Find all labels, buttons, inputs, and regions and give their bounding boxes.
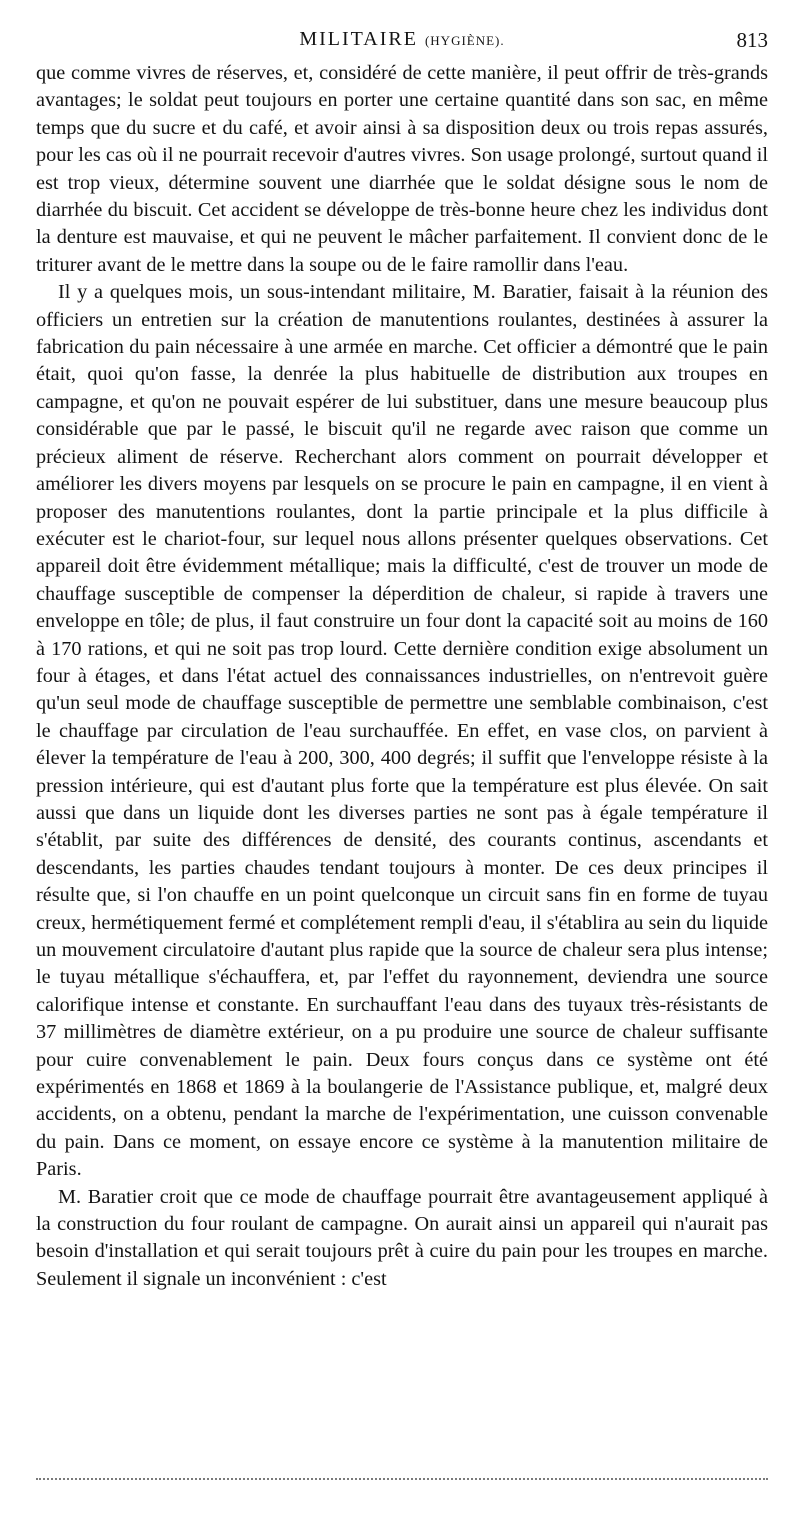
- running-title-main: MILITAIRE: [299, 28, 418, 50]
- footer-rule: [36, 1478, 768, 1480]
- paragraph-3: M. Baratier croit que ce mode de chauffage pourrait être avantageusement appliqué à la construction du four roulant de campagne. On aurait ainsi un appareil qui n'aurait pas besoin d'installation et qui serait toujours prêt à cuire du pain pour les troupes en marche. Seulement il signale un inconvénient : c'est: [36, 1185, 768, 1290]
- page-number: 813: [736, 28, 768, 52]
- running-title-subtitle: (HYGIÈNE).: [424, 33, 505, 48]
- paragraph-1: que comme vivres de réserves, et, considéré de cette manière, il peut offrir de très-grands avantages; le soldat peut toujours en porter une certaine quantité dans son sac, en même temps que du sucre et du café, et avoir ainsi à sa disposition deux ou trois repas assurés, pour les cas où il ne pourrait recevoir d'autres vivres. Son usage prolongé, surtout quand il est trop vieux, détermine souvent une diarrhée que le soldat désigne sous le nom de diarrhée du biscuit. Cet accident se développe de très-bonne heure chez les individus dont la denture est mauvaise, et qui ne peuvent le mâcher parfaitement. Il convient donc de le triturer avant de le mettre dans la soupe ou de le faire ramollir dans l'eau.: [36, 62, 768, 276]
- running-head: [36, 28, 768, 56]
- paragraph-2: Il y a quelques mois, un sous-intendant militaire, M. Baratier, faisait à la réunion des officiers un entretien sur la création de manutentions roulantes, destinées à assurer la fabrication du pain nécessaire à une armée en marche. Cet officier a démontré que le pain était, quoi qu'on fasse, la denrée la plus habituelle de distribution aux troupes en campagne, et qu'on ne pouvait espérer de lui substituer, dans une mesure beaucoup plus considérable que par le passé, le biscuit qu'il ne regarde avec raison que comme un précieux aliment de réserve. Recherchant alors comment on pourrait développer et améliorer les divers moyens par lesquels on se procure le pain en campagne, il en vient à proposer des manutentions roulantes, dont la partie principale et la plus difficile à exécuter est le chariot-four, sur lequel nous allons présenter quelques observations. Cet appareil doit être évidemment métallique; mais la difficulté, c'est de trouver un mode de chauffage susceptible de compenser la déperdition de chaleur, si rapide à travers une enveloppe en tôle; de plus, il faut construire un four dont la capacité soit au moins de 160 à 170 rations, et qui ne soit pas trop lourd. Cette dernière condition exige absolument un four à étages, et dans l'état actuel des connaissances industrielles, on n'entrevoit guère qu'un seul mode de chauffage susceptible de permettre une semblable combinaison, c'est le chauffage par circulation de l'eau surchauffée. En effet, en vase clos, on parvient à élever la température de l'eau à 200, 300, 400 degrés; il suffit que l'enveloppe résiste à la pression intérieure, qui est d'autant plus forte que la température est plus élevée. On sait aussi que dans un liquide dont les diverses parties ne sont pas à égale température il s'établit, par suite des différences de densité, des courants continus, ascendants et descendants, les parties chaudes tendant toujours à monter. De ces deux principes il résulte que, si l'on chauffe en un point quelconque un circuit sans fin en forme de tuyau creux, hermétiquement fermé et complétement rempli d'eau, il s'établira au sein du liquide un mouvement circulatoire d'autant plus rapide que la source de chaleur sera plus intense; le tuyau métallique s'échauffera, et, par l'effet du rayonnement, deviendra une source calorifique intense et constante. En surchauffant l'eau dans des tuyaux très-résistants de 37 millimètres de diamètre extérieur, on a pu produire une source de chaleur suffisante pour cuire convenablement le pain. Deux fours conçus dans ce système ont été expérimentés en 1868 et 1869 à la boulangerie de l'Assistance publique, et, malgré deux accidents, on a obtenu, pendant la marche de l'expérimentation, une cuisson convenable du pain. Dans ce moment, on essaye encore ce système à la manutention militaire de Paris.: [36, 281, 768, 1181]
- running-title: [36, 28, 768, 51]
